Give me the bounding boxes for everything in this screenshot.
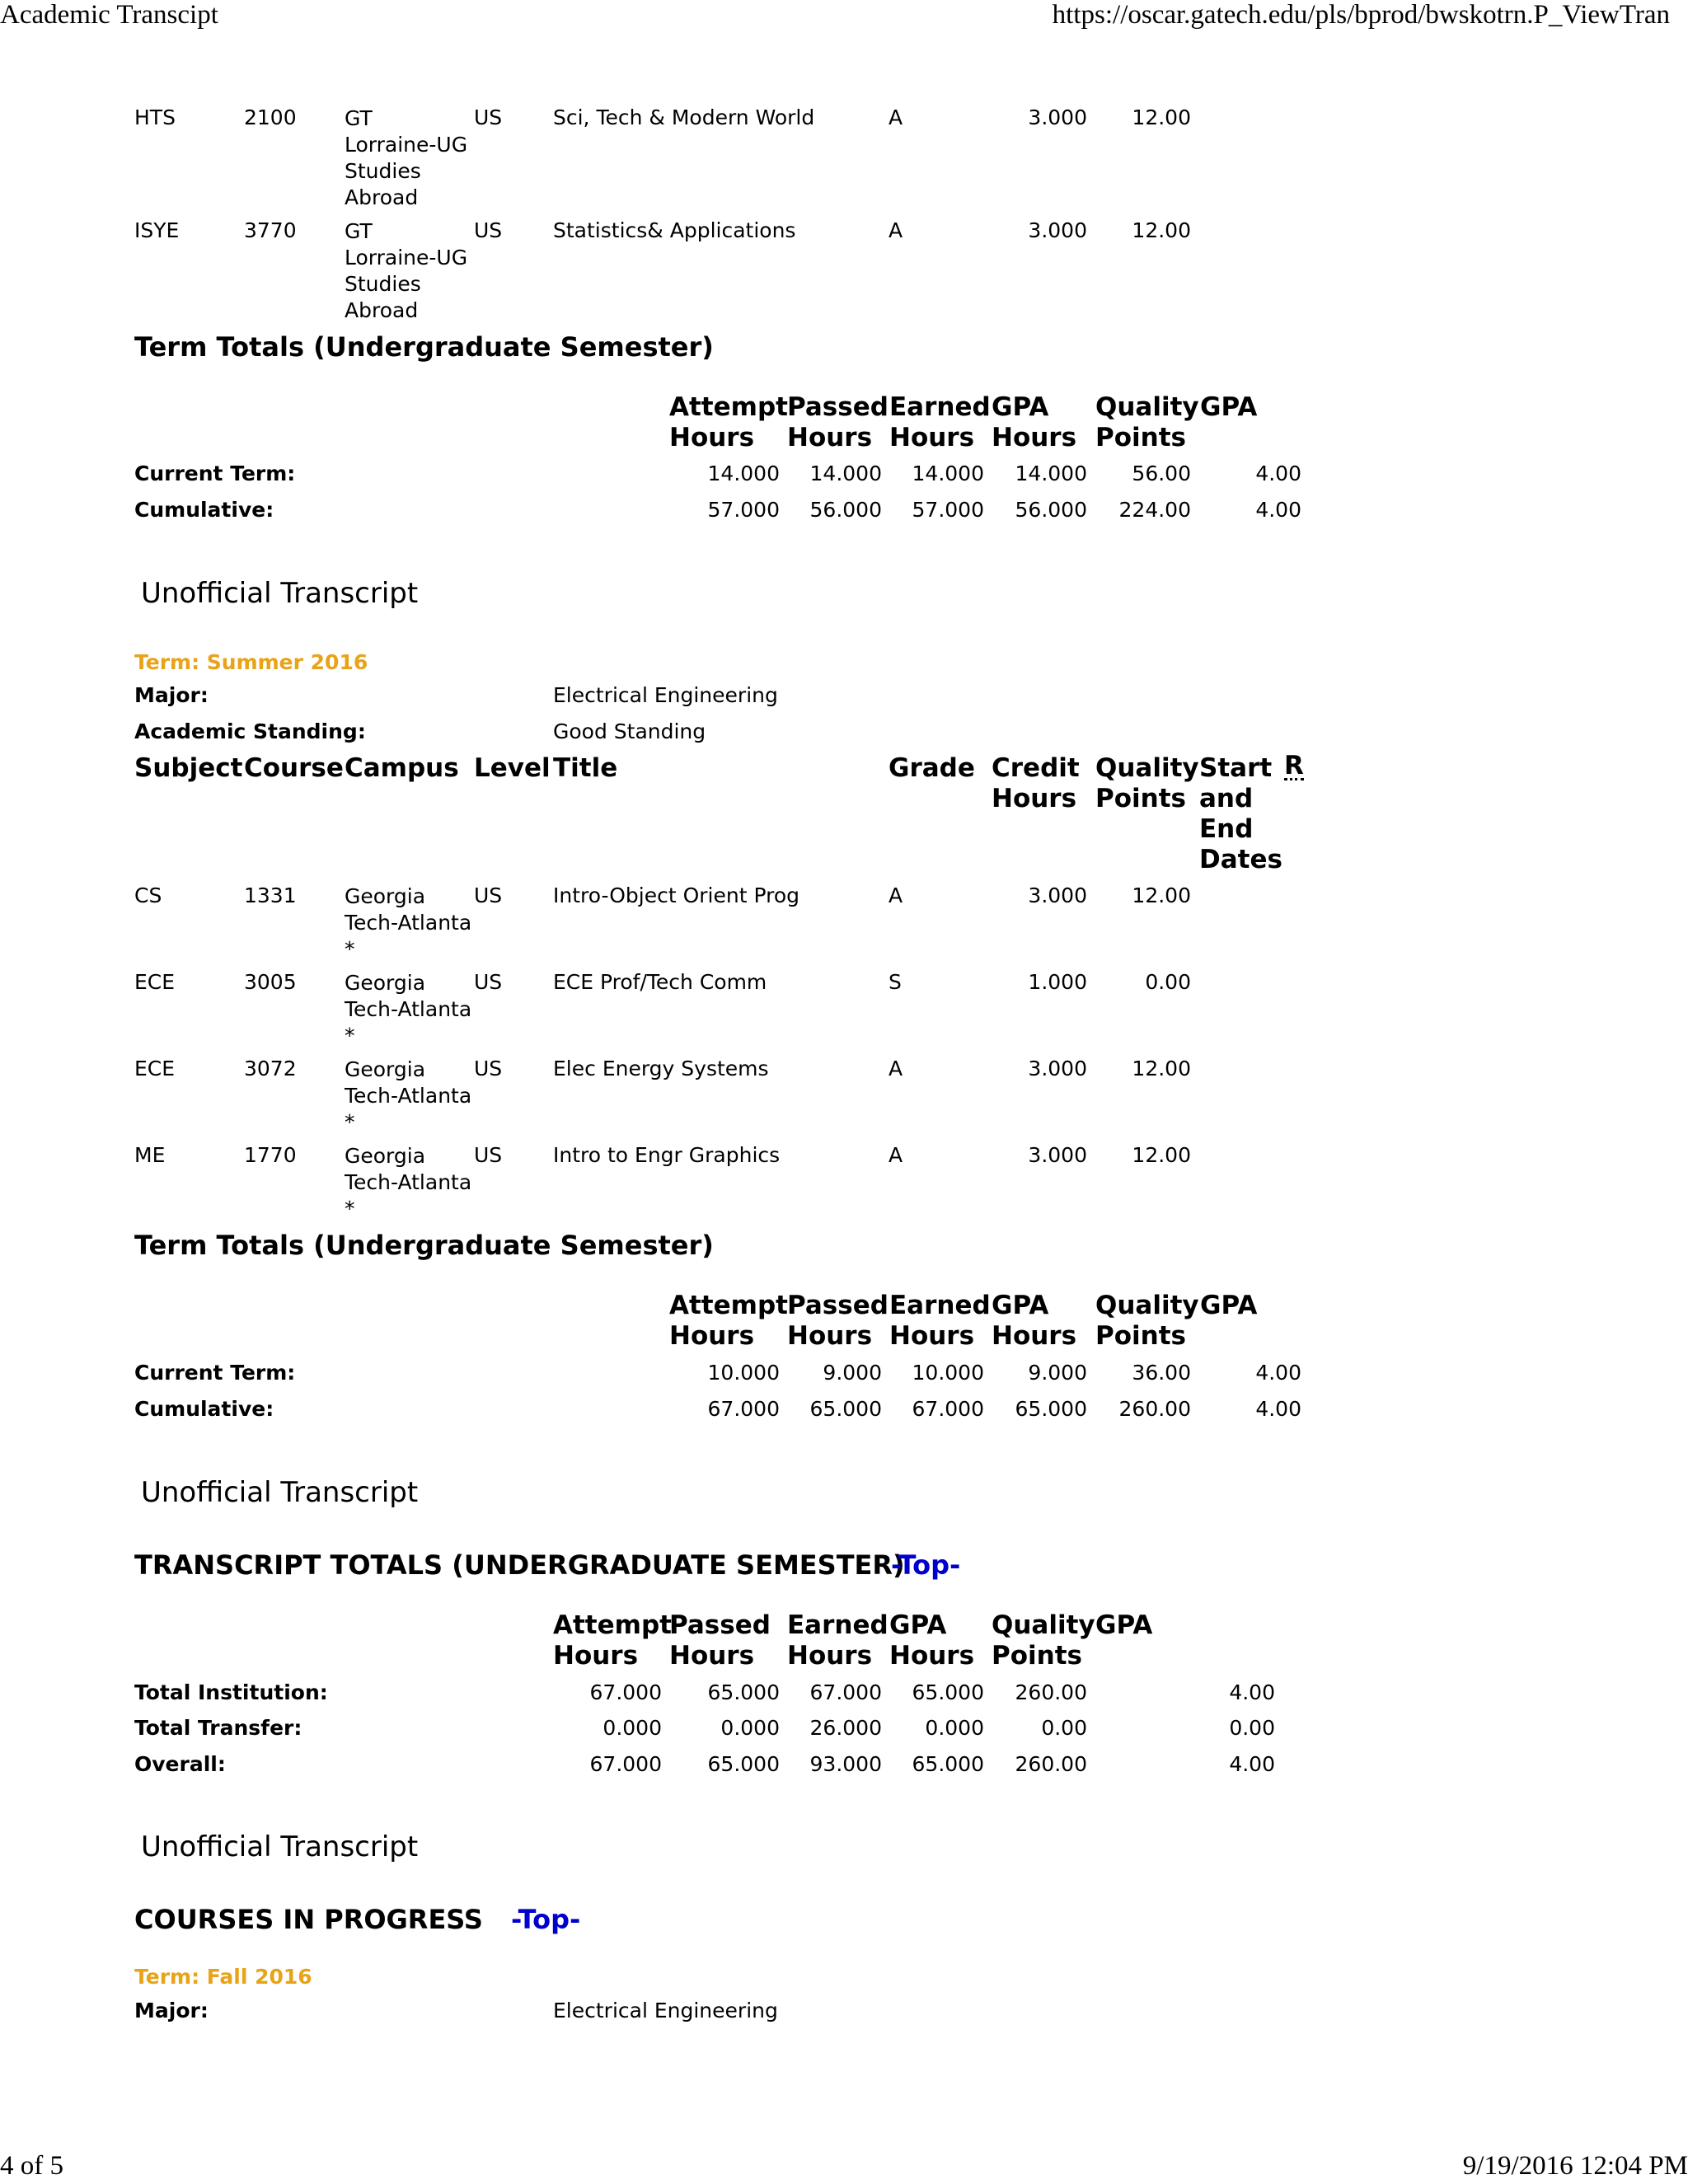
print-footer-datetime: 9/19/2016 12:04 PM (1462, 2151, 1688, 2181)
course-quality: 12.00 (1132, 105, 1191, 129)
cumulative-label: Cumulative: (134, 498, 274, 522)
term-label: Term: Fall 2016 (134, 1965, 312, 1989)
course-grade: A (889, 218, 903, 242)
major-value: Electrical Engineering (553, 683, 778, 707)
course-credit: 3.000 (1028, 218, 1087, 242)
course-grade: A (889, 105, 903, 129)
course-title: Sci, Tech & Modern World (553, 105, 815, 129)
repeat-abbr: R (1284, 751, 1304, 780)
unofficial-transcript-heading: Unofficial Transcript (141, 577, 419, 610)
course-credit: 3.000 (1028, 105, 1087, 129)
major-label: Major: (134, 1999, 209, 2022)
cumulative-label: Cumulative: (134, 1397, 274, 1421)
course-level: US (474, 218, 503, 242)
course-number: 3770 (244, 218, 297, 242)
course-level: US (474, 105, 503, 129)
courses-in-progress-heading: COURSES IN PROGRESS (134, 1904, 483, 1935)
standing-label: Academic Standing: (134, 719, 366, 743)
major-value: Electrical Engineering (553, 1999, 778, 2022)
current-term-label: Current Term: (134, 1361, 296, 1385)
print-footer-page: 4 of 5 (0, 2151, 63, 2181)
course-campus: GT Lorraine-UG Studies Abroad (345, 106, 468, 209)
course-campus: GT Lorraine-UG Studies Abroad (345, 219, 468, 322)
top-link[interactable]: -Top- (891, 1549, 961, 1581)
print-header-url: https://oscar.gatech.edu/pls/bprod/bwskotrn.P_ViewTran (1052, 0, 1670, 30)
unofficial-transcript-heading: Unofficial Transcript (141, 1476, 419, 1509)
top-link[interactable]: -Top- (511, 1904, 581, 1935)
major-label: Major: (134, 683, 209, 707)
term-label: Term: Summer 2016 (134, 650, 368, 674)
print-header-title: Academic Transcipt (0, 0, 218, 30)
course-title: Statistics& Applications (553, 218, 796, 242)
transcript-totals-heading: TRANSCRIPT TOTALS (UNDERGRADUATE SEMESTER) (134, 1549, 905, 1581)
course-number: 2100 (244, 105, 297, 129)
current-term-label: Current Term: (134, 462, 296, 485)
term-totals-heading: Term Totals (Undergraduate Semester) (134, 331, 714, 363)
term-totals-heading: Term Totals (Undergraduate Semester) (134, 1230, 714, 1261)
standing-value: Good Standing (553, 719, 706, 743)
course-subject: ISYE (134, 218, 180, 242)
course-subject: HTS (134, 105, 176, 129)
unofficial-transcript-heading: Unofficial Transcript (141, 1830, 419, 1863)
course-quality: 12.00 (1132, 218, 1191, 242)
